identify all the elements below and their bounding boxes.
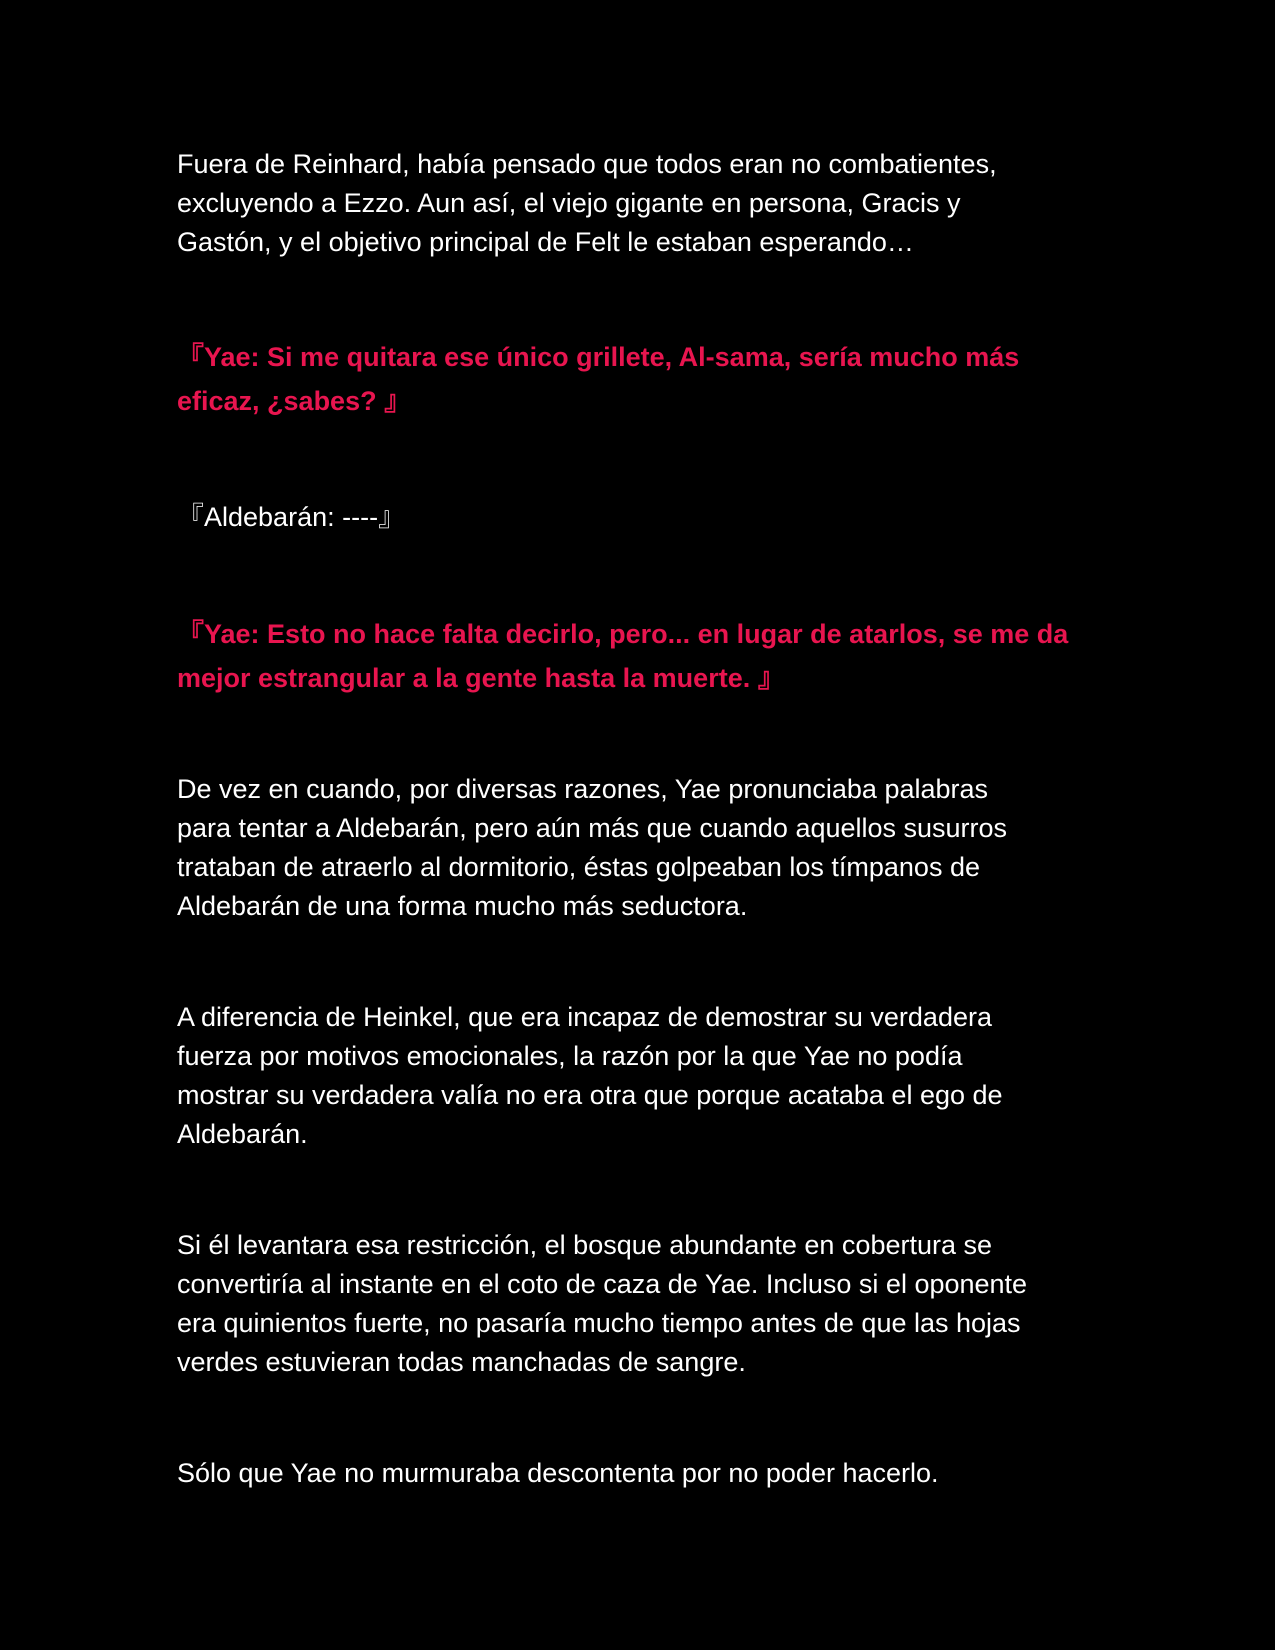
narration-paragraph: De vez en cuando, por diversas razones, Yae pronunciaba palabras para tentar a Aldebarán, pero aún más que cuando aquellos susurros trataban de atraerlo al dormitorio, éstas golpeaban los tímpanos de Aldebarán de una forma mucho más seductora. — [177, 774, 1008, 921]
narration-paragraph: Si él levantara esa restricción, el bosque abundante en cobertura se convertiría al instante en el coto de caza de Yae. Incluso si el oponente era quinientos fuerte, no pasaría mucho tiempo antes de que las hojas verdes estuvieran todas manchadas de sangre. — [177, 1230, 1028, 1377]
yae-dialogue-line: 『Yae: Si me quitara ese único grillete, Al-sama, sería mucho más eficaz, ¿sabes? 』 — [177, 342, 1020, 416]
narration-paragraph: A diferencia de Heinkel, que era incapaz de demostrar su verdadera fuerza por motivos emocionales, la razón por la que Yae no podía mostrar su verdadera valía no era otra que porque acataba el ego de Aldebarán. — [177, 1002, 1003, 1149]
narration-paragraph: Sólo que Yae no murmuraba descontenta por no poder hacerlo. — [177, 1458, 939, 1488]
aldebaran-dialogue-line: 『Aldebarán: ----』 — [177, 502, 406, 532]
narration-paragraph: Fuera de Reinhard, había pensado que todos eran no combatientes, excluyendo a Ezzo. Aun así, el viejo gigante en persona, Gracis y Gastón, y el objetivo principal de Felt le estaban esperando… — [177, 149, 997, 257]
yae-dialogue-line: 『Yae: Esto no hace falta decirlo, pero... en lugar de atarlos, se me da mejor estrangular a la gente hasta la muerte. 』 — [177, 619, 1069, 693]
